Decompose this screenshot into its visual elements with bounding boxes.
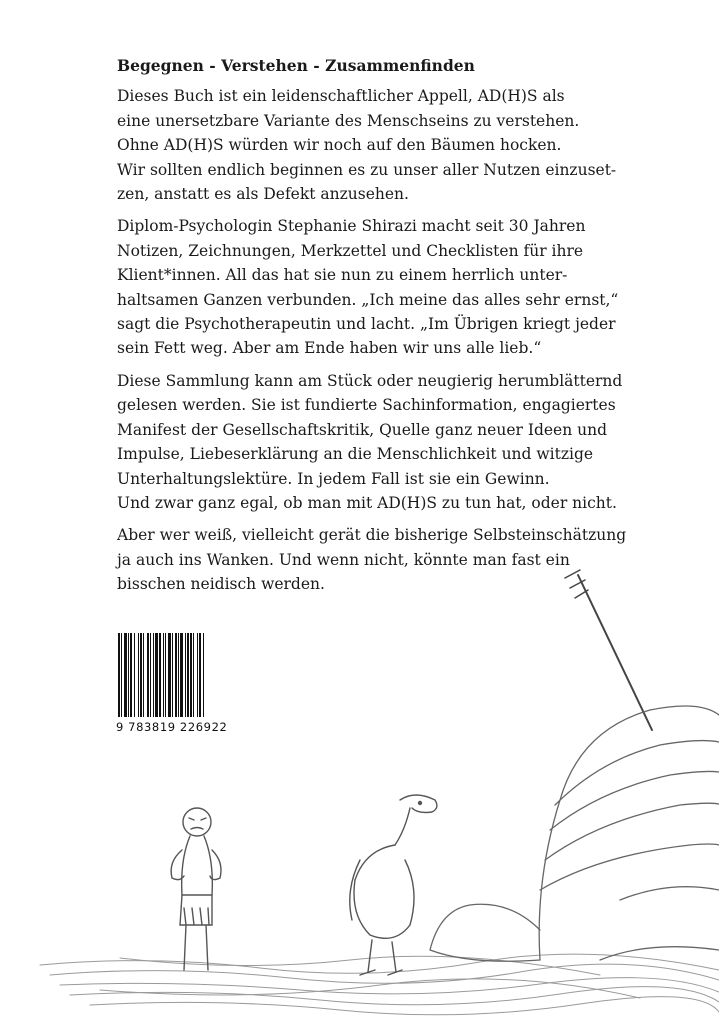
text-line: gelesen werden. Sie ist fundierte Sachinformation, engagiertes — [117, 396, 616, 415]
bird-drawing — [350, 795, 437, 975]
text-line: zen, anstatt es als Defekt anzusehen. — [117, 185, 409, 204]
text-line: Impulse, Liebeserklärung an die Menschlichkeit und witzige — [117, 445, 594, 464]
text-line: Ohne AD(H)S würden wir noch auf den Bäumen hocken. — [117, 136, 562, 155]
barcode-digits: 9 783819 226922 — [116, 720, 228, 734]
man-drawing — [171, 808, 221, 970]
text-line: Manifest der Gesellschaftskritik, Quelle ganz neuer Ideen und — [117, 420, 608, 439]
illustration — [0, 560, 719, 1020]
back-cover-text — [117, 54, 627, 605]
text-line: Dieses Buch ist ein leidenschaftlicher Appell, AD(H)S als — [117, 87, 565, 106]
text-line: Klient*innen. All das hat sie nun zu einem herrlich unter- — [117, 266, 568, 285]
text-line: Und zwar ganz egal, ob man mit AD(H)S zu tun hat, oder nicht. — [117, 493, 617, 512]
text-line: Unterhaltungslektüre. In jedem Fall ist sie ein Gewinn. — [117, 469, 550, 488]
text-line: Wir sollten endlich beginnen es zu unser aller Nutzen einzuset- — [117, 160, 617, 179]
paragraph-1 — [117, 84, 617, 206]
paragraph-2 — [117, 214, 619, 360]
text-line: Aber wer weiß, vielleicht gerät die bisherige Selbsteinschätzung — [117, 526, 627, 545]
animal-drawing — [430, 706, 719, 961]
arrow-drawing — [565, 570, 652, 730]
text-line: eine unersetzbare Variante des Menschseins zu verstehen. — [117, 111, 580, 130]
text-line: sein Fett weg. Aber am Ende haben wir uns alle lieb.“ — [117, 339, 542, 358]
text-line: ja auch ins Wanken. Und wenn nicht, könnte man fast ein — [117, 550, 570, 569]
text-line: haltsamen Ganzen verbunden. „Ich meine das alles sehr ernst,“ — [117, 290, 619, 309]
text-line: bisschen neidisch werden. — [117, 575, 325, 594]
text-line: Diplom-Psychologin Stephanie Shirazi macht seit 30 Jahren — [117, 217, 586, 236]
text-line: Notizen, Zeichnungen, Merkzettel und Checklisten für ihre — [117, 241, 584, 260]
heading: Begegnen - Verstehen - Zusammenfinden — [117, 56, 475, 75]
paragraph-3 — [117, 369, 623, 515]
text-line: sagt die Psychotherapeutin und lacht. „Im Übrigen kriegt jeder — [117, 315, 616, 334]
ground-scribble — [40, 954, 719, 1015]
text-line: Diese Sammlung kann am Stück oder neugierig herumblätternd — [117, 371, 623, 390]
